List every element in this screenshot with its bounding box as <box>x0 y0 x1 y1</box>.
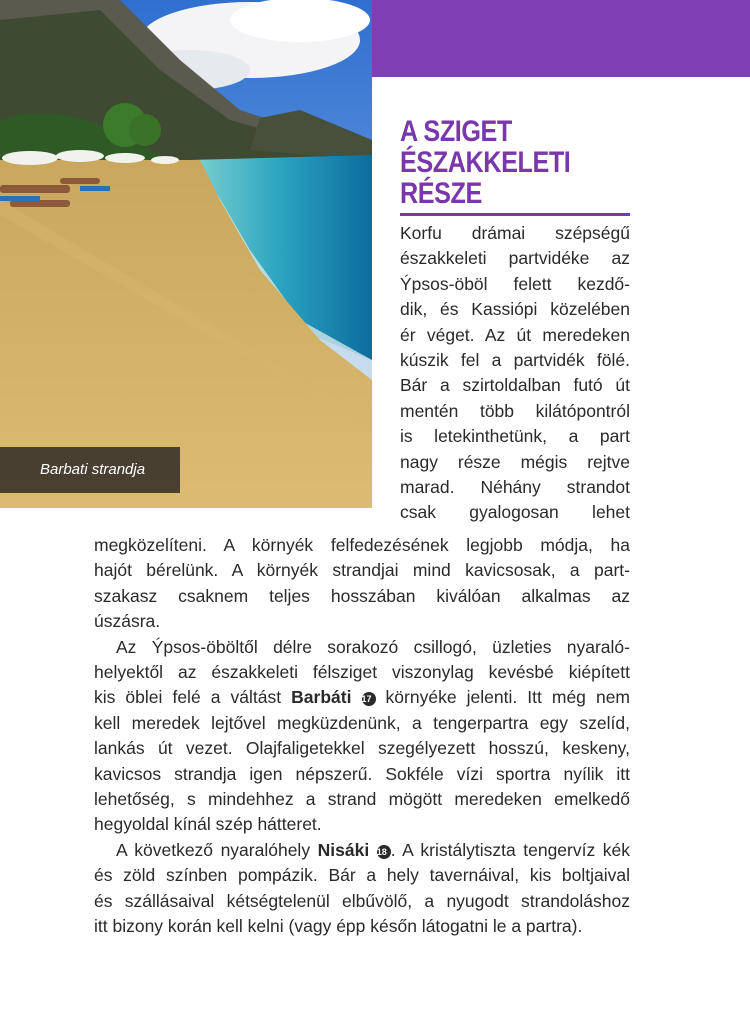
column-line: kúszik fel a partvidék fölé. <box>400 350 630 371</box>
place-name-barbati: Barbáti <box>291 687 352 708</box>
beach-photo <box>0 0 372 508</box>
photo-caption: Barbati strandja <box>0 447 180 493</box>
title-line-3: RÉSZE <box>400 177 482 210</box>
body-text <box>94 533 630 940</box>
title-underline <box>400 213 630 216</box>
body-line: kell meredek lejtővel megküzdenünk, a tengerpartra egy szelíd, <box>94 712 630 733</box>
section-title <box>400 116 593 209</box>
body-line: szakasz csaknem teljes hosszában kiválóan alkalmas az <box>94 585 630 606</box>
body-line: úszásra. <box>94 611 161 632</box>
column-line: Ýpsos-öböl felett kezdő- <box>400 273 630 294</box>
body-text-run: A következő nyaralóhely <box>116 839 318 860</box>
body-line: Az Ýpsos-öböltől délre sorakozó csillogó, üzleties nyaraló- <box>116 636 630 657</box>
body-line: itt bizony korán kell kelni (vagy épp későn látogatni le a partra). <box>94 916 583 937</box>
column-line: Korfu drámai szépségű <box>400 223 630 243</box>
body-line: lehetőség, s mindehhez a strand mögött meredeken emelkedő <box>94 789 630 810</box>
place-name-nisaki: Nisáki <box>317 839 370 860</box>
title-line-1: A SZIGET <box>400 115 512 148</box>
body-line: lankás út vezet. Olajfaligetekkel szegélyezett hosszú, keskeny, <box>94 738 630 759</box>
color-banner <box>372 0 750 77</box>
paragraph-2 <box>94 635 630 838</box>
map-number-badge: 18 <box>377 845 391 859</box>
paragraph-1 <box>94 533 630 635</box>
body-line: és zöld színben pompázik. Bár a hely tavernáival, kis boltjaival <box>94 865 630 886</box>
map-number-badge: 17 <box>362 692 376 706</box>
body-line <box>94 685 630 710</box>
body-text-run: . A kristálytiszta tengervíz kék <box>390 839 630 860</box>
column-line: csak gyalogosan lehet <box>400 502 630 523</box>
intro-column <box>400 221 630 526</box>
body-line: hajót bérelünk. A környék strandjai mind kavicsosak, a part- <box>94 560 630 581</box>
column-line: mentén több kilátópontról <box>400 400 630 421</box>
body-text-run: környéke jelenti. Itt még nem <box>375 687 631 708</box>
column-line: északkeleti partvidéke az <box>400 248 630 269</box>
column-line: nagy része mégis rejtve <box>400 451 630 472</box>
column-line: dik, és Kassiópi közelében <box>400 299 630 320</box>
column-line: marad. Néhány strandot <box>400 477 630 498</box>
title-line-2: ÉSZAKKELETI <box>400 146 571 179</box>
column-line: ér véget. Az út meredeken <box>400 324 630 345</box>
column-line: is letekinthetünk, a part <box>400 426 630 447</box>
body-line: hegyoldal kínál szép hátteret. <box>94 814 322 835</box>
body-line: megközelíteni. A környék felfedezésének legjobb módja, ha <box>94 535 630 555</box>
body-line: és szállásaival kétségtelenül elbűvölő, a nyugodt strandoláshoz <box>94 890 630 911</box>
body-line: helyektől az északkeleti félsziget viszonylag kevésbé kiépített <box>94 662 630 683</box>
body-line <box>94 838 630 863</box>
column-line: Bár a szirtoldalban futó út <box>400 375 630 396</box>
paragraph-3 <box>94 838 630 940</box>
beach-photo-illustration <box>0 0 372 508</box>
body-text-run: kis öblei felé a váltást <box>94 687 292 708</box>
body-line: kavicsos strandja igen népszerű. Sokféle vízi sportra nyílik itt <box>94 763 630 784</box>
